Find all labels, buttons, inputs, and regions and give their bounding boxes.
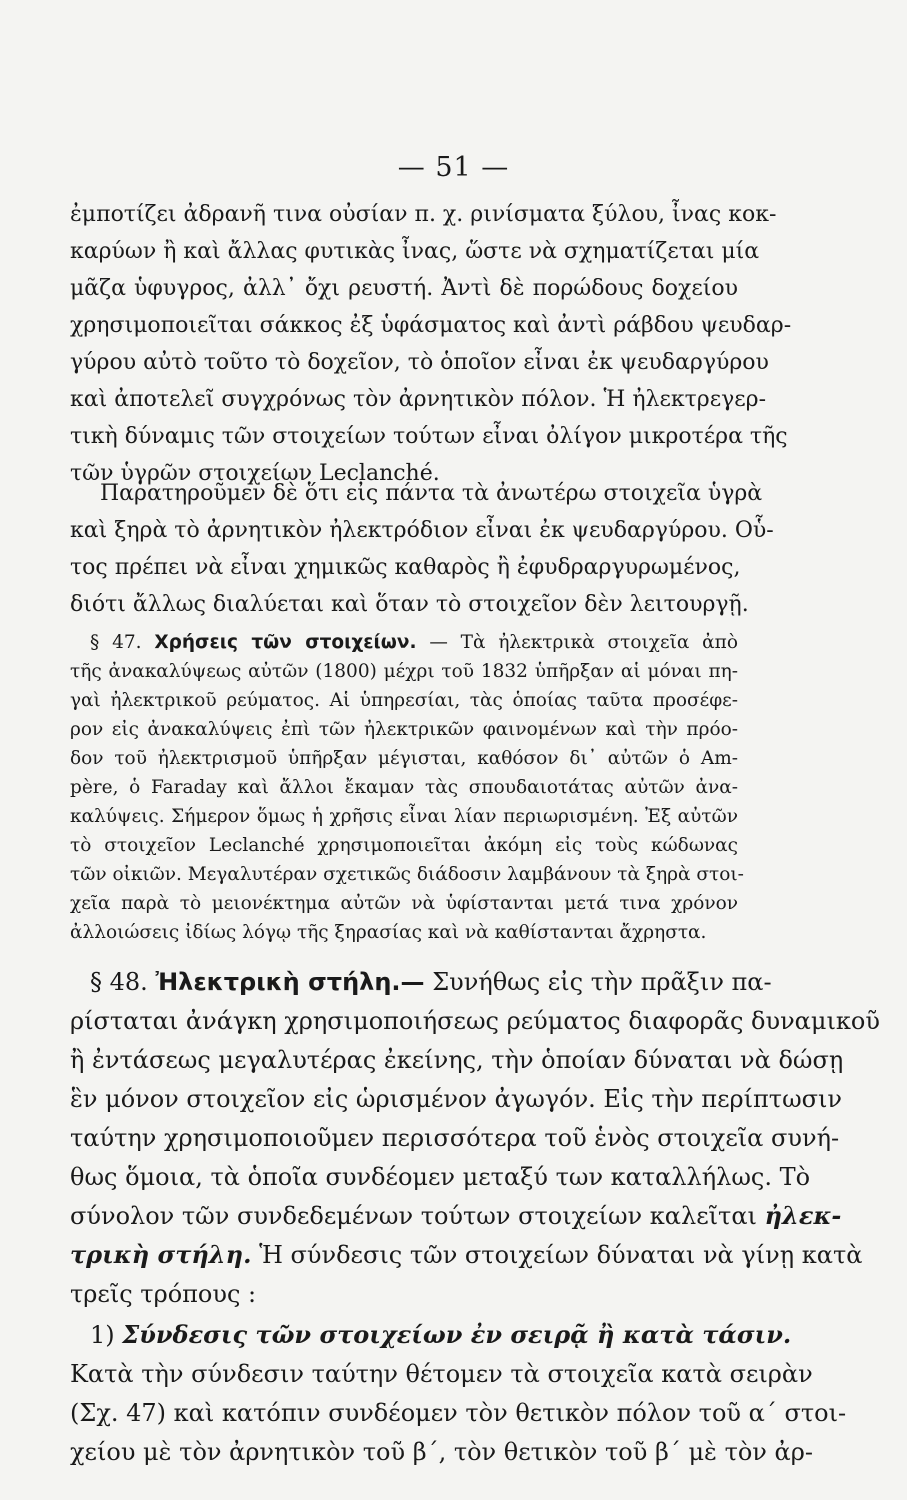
section48-line: ρίσταται ἀνάγκη χρησιμοποιήσεως ρεύματος διαφορᾶς δυναμικοῦ: [70, 1007, 880, 1035]
section47-first-line-text: — Τὰ ἠλεκτρικὰ στοιχεῖα ἀπὸ: [429, 632, 738, 653]
para1-line-3: μᾶζα ὑφυγρος, ἀλλ᾽ ὄχι ρευστή. Ἀντὶ δὲ πορώδους δοχείου: [70, 276, 738, 301]
para1-line-6: καὶ ἀποτελεῖ συγχρόνως τὸν ἀρνητικὸν πόλον. Ἡ ἠλεκτρεγερ-: [70, 387, 767, 412]
section48-line-c-text: Ἡ σύνδεσις τῶν στοιχείων δύναται νὰ γίνῃ κατὰ: [259, 1241, 863, 1269]
subsection1-number: 1): [90, 1321, 115, 1349]
para1-line-4: χρησιμοποιεῖται σάκκος ἐξ ὑφάσματος καὶ ἀντὶ ράβδου ψευδαρ-: [70, 313, 792, 338]
subsection1-heading: Σύνδεσις τῶν στοιχείων ἐν σειρᾷ ἢ κατὰ τάσιν.: [122, 1320, 792, 1349]
section48-line-c: [70, 1238, 863, 1272]
page-number: — 51 —: [397, 152, 510, 183]
section48-line: ἓν μόνον στοιχεῖον εἰς ὡρισμένον ἀγωγόν. Εἰς τὴν περίπτωσιν: [70, 1085, 843, 1113]
section47-line: ρον εἰς ἀνακαλύψεις ἐπὶ τῶν ἠλεκτρικῶν φαινομένων καὶ τὴν πρόο-: [70, 719, 738, 740]
para1-line-7: τικὴ δύναμις τῶν στοιχείων τούτων εἶναι ὀλίγον μικροτέρα τῆς: [70, 424, 788, 449]
subsection1-line: Κατὰ τὴν σύνδεσιν ταύτην θέτομεν τὰ στοιχεῖα κατὰ σειρὰν: [70, 1360, 813, 1388]
para2-line-3: τος πρέπει νὰ εἶναι χημικῶς καθαρὸς ἢ ἐφυδραργυρωμένος,: [70, 555, 741, 580]
section47-line: père, ὁ Faraday καὶ ἄλλοι ἔκαμαν τὰς σπουδαιοτάτας αὐτῶν ἀνα-: [70, 777, 738, 798]
section47-line: καλύψεις. Σήμερον ὅμως ἡ χρῆσις εἶναι λίαν περιωρισμένη. Ἐξ αὐτῶν: [70, 806, 738, 827]
term-ilektriki: ἠλεκ-: [764, 1201, 842, 1230]
para1-line-1: ἐμποτίζει ἀδρανῆ τινα οὐσίαν π. χ. ρινίσματα ξύλου, ἶνας κοκ-: [70, 202, 777, 227]
section47-line: τῶν οἰκιῶν. Μεγαλυτέραν σχετικῶς διάδοσιν λαμβάνουν τὰ ξηρὰ στοι-: [70, 864, 744, 885]
section48-line-b: [70, 1199, 842, 1233]
section47-number: § 47.: [90, 632, 142, 653]
section48-line: ταύτην χρησιμοποιοῦμεν περισσότερα τοῦ ἑνὸς στοιχεῖα συνή-: [70, 1124, 840, 1152]
para1-line-5: γύρου αὐτὸ τοῦτο τὸ δοχεῖον, τὸ ὁποῖον εἶναι ἐκ ψευδαργύρου: [70, 350, 769, 375]
para1-line-2: καρύων ἢ καὶ ἄλλας φυτικὰς ἶνας, ὥστε νὰ σχηματίζεται μία: [70, 239, 760, 264]
section48-line: θως ὅμοια, τὰ ὁποῖα συνδέομεν μεταξύ των καταλλήλως. Τὸ: [70, 1163, 811, 1191]
section47-line: τῆς ἀνακαλύψεως αὐτῶν (1800) μέχρι τοῦ 1832 ὑπῆρξαν αἱ μόναι πη-: [70, 661, 738, 682]
section48-heading: Ἠλεκτρικὴ στήλη.—: [155, 968, 425, 996]
section48-first-line: [90, 965, 772, 999]
para2-line-1: Παρατηροῦμεν δὲ ὅτι εἰς πάντα τὰ ἀνωτέρω στοιχεῖα ὑγρὰ: [100, 481, 763, 506]
section47-line: χεῖα παρὰ τὸ μειονέκτημα αὐτῶν νὰ ὑφίστανται μετά τινα χρόνον: [70, 893, 738, 914]
section48-first-line-text: Συνήθως εἰς τὴν πρᾶξιν πα-: [432, 968, 772, 996]
section47-line: γαὶ ἠλεκτρικοῦ ρεύματος. Αἱ ὑπηρεσίαι, τὰς ὁποίας ταῦτα προσέφε-: [70, 690, 738, 711]
section47-line: ἀλλοιώσεις ἰδίως λόγῳ τῆς ξηρασίας καὶ νὰ καθίστανται ἄχρηστα.: [70, 922, 707, 943]
section48-line-d: τρεῖς τρόπους :: [70, 1280, 257, 1308]
para2-line-2: καὶ ξηρὰ τὸ ἀρνητικὸν ἠλεκτρόδιον εἶναι ἐκ ψευδαργύρου. Οὗ-: [70, 518, 774, 543]
section48-number: § 48.: [90, 968, 148, 996]
para2-line-4: διότι ἄλλως διαλύεται καὶ ὅταν τὸ στοιχεῖον δὲν λειτουργῇ.: [70, 592, 749, 617]
section47-line: τὸ στοιχεῖον Leclanché χρησιμοποιεῖται ἀκόμη εἰς τοὺς κώδωνας: [70, 835, 738, 856]
section47-heading: Χρήσεις τῶν στοιχείων.: [154, 632, 417, 653]
section47-first-line: [90, 630, 738, 656]
term-stili: τρικὴ στήλη.: [70, 1240, 252, 1269]
subsection1-line: (Σχ. 47) καὶ κατόπιν συνδέομεν τὸν θετικὸν πόλον τοῦ α΄ στοι-: [70, 1399, 847, 1427]
section47-line: δον τοῦ ἠλεκτρισμοῦ ὑπῆρξαν μέγισται, καθόσον δι᾽ αὐτῶν ὁ Am-: [70, 748, 738, 769]
section48-line: ἢ ἐντάσεως μεγαλυτέρας ἐκείνης, τὴν ὁποίαν δύναται νὰ δώσῃ: [70, 1046, 844, 1074]
section48-line-b-text: σύνολον τῶν συνδεδεμένων τούτων στοιχείων καλεῖται: [70, 1202, 757, 1230]
para1-line-8: τῶν ὑγρῶν στοιχείων Leclanché.: [70, 461, 440, 486]
subsection1-heading-line: [90, 1318, 792, 1352]
subsection1-line: χείου μὲ τὸν ἀρνητικὸν τοῦ β΄, τὸν θετικὸν τοῦ β΄ μὲ τὸν ἀρ-: [70, 1438, 813, 1466]
